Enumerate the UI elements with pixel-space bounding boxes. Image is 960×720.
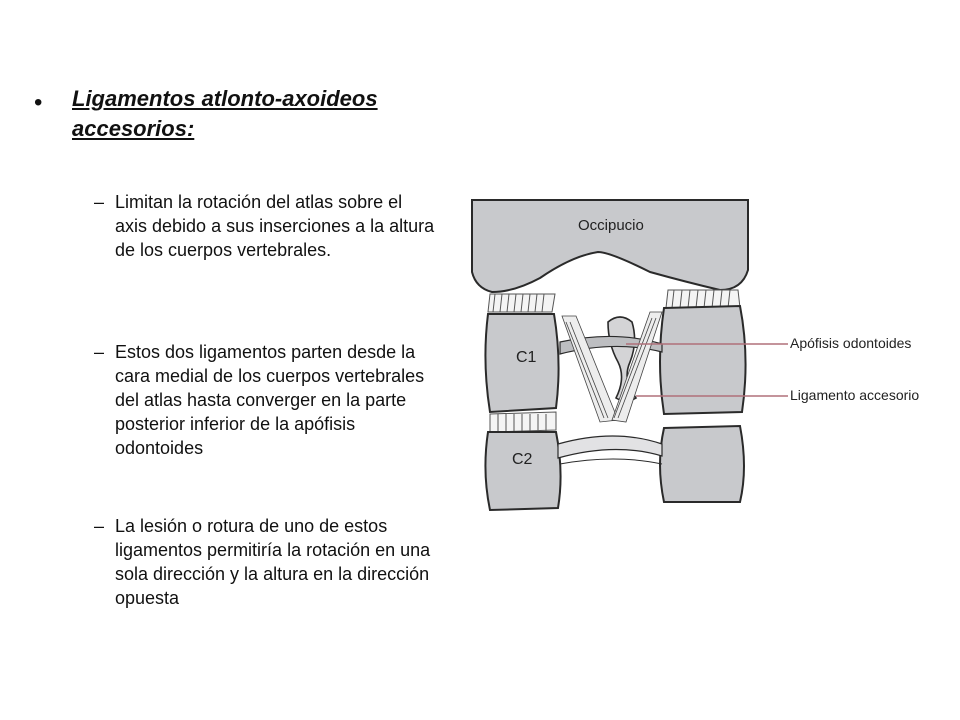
- disc-top-left: [488, 294, 555, 312]
- ligamento-label: Ligamento accesorio: [790, 387, 920, 403]
- slide-heading: Ligamentos atlonto-axoideos accesorios:: [72, 86, 378, 141]
- c1-right-body: [660, 306, 746, 414]
- point-2: Estos dos ligamentos parten desde la cara medial de los cuerpos vertebrales del atlas hasta converger en la parte posterior inferior de la apófisis odontoides: [115, 342, 425, 458]
- occipucio-bone: [472, 200, 748, 292]
- disc-mid-left: [490, 412, 556, 432]
- dash-1: –: [94, 192, 105, 212]
- point-3: La lesión o rotura de uno de estos ligamentos permitiría la rotación en una sola dirección y la altura en la dirección opuesta: [115, 516, 431, 608]
- apofisis-label: Apófisis odontoides: [790, 335, 912, 351]
- anatomy-figure: [450, 172, 940, 517]
- c1-label: C1: [516, 349, 537, 366]
- occipucio-label: Occipucio: [578, 217, 644, 234]
- c2-label: C2: [512, 451, 533, 468]
- c2-right-body: [660, 426, 744, 502]
- axis-base: [558, 436, 662, 458]
- c2-left-body: [485, 432, 560, 510]
- dash-2: –: [94, 342, 105, 362]
- bullet-dot: •: [34, 89, 43, 116]
- point-1: Limitan la rotación del atlas sobre el axis debido a sus inserciones a la altura de los cuerpos vertebrales.: [115, 192, 435, 260]
- dash-3: –: [94, 516, 105, 536]
